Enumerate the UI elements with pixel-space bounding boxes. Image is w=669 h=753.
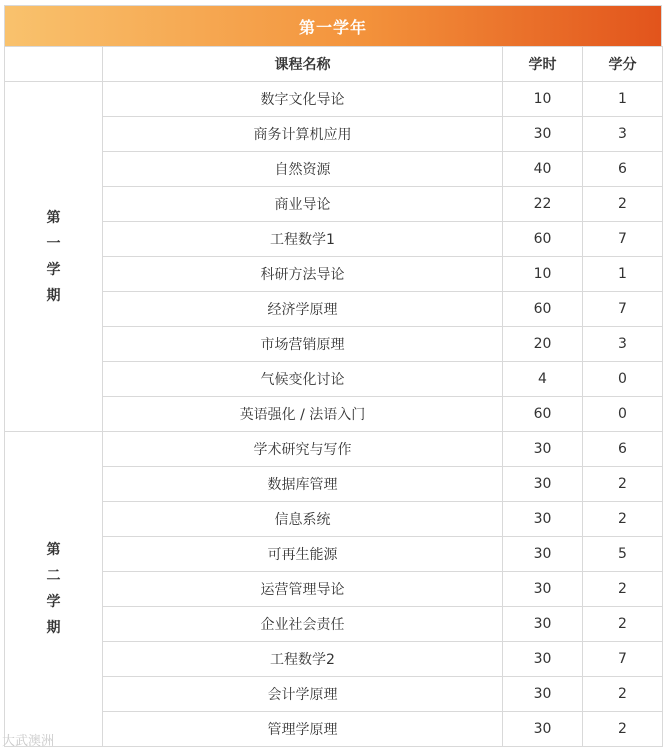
hours-cell: 30 (503, 712, 583, 747)
credits-cell: 5 (583, 537, 663, 572)
table-row (5, 712, 663, 747)
hours-cell: 30 (503, 117, 583, 152)
course-name-cell: 工程数学1 (103, 222, 503, 257)
course-name-cell: 气候变化讨论 (103, 362, 503, 397)
table-row (5, 677, 663, 712)
hours-cell: 30 (503, 432, 583, 467)
table-row (5, 327, 663, 362)
credits-cell: 1 (583, 257, 663, 292)
table-row (5, 257, 663, 292)
semester-label: 第二学期 (46, 542, 61, 636)
table-row (5, 362, 663, 397)
credits-cell: 6 (583, 432, 663, 467)
hours-cell: 30 (503, 607, 583, 642)
course-name-cell: 企业社会责任 (103, 607, 503, 642)
header-row (5, 47, 663, 82)
course-name-cell: 信息系统 (103, 502, 503, 537)
hours-cell: 22 (503, 187, 583, 222)
credits-cell: 2 (583, 502, 663, 537)
table-row (5, 222, 663, 257)
course-table-body (5, 82, 663, 747)
hours-cell: 60 (503, 292, 583, 327)
hours-cell: 40 (503, 152, 583, 187)
semester-label-cell (5, 82, 103, 432)
course-name-cell: 管理学原理 (103, 712, 503, 747)
table-row (5, 432, 663, 467)
year-title-banner: 第一学年 (4, 5, 662, 46)
credits-cell: 0 (583, 397, 663, 432)
credits-header: 学分 (583, 47, 663, 82)
hours-cell: 4 (503, 362, 583, 397)
table-row (5, 572, 663, 607)
course-name-cell: 科研方法导论 (103, 257, 503, 292)
hours-header: 学时 (503, 47, 583, 82)
credits-cell: 0 (583, 362, 663, 397)
table-row (5, 187, 663, 222)
table-row (5, 152, 663, 187)
course-name-cell: 运营管理导论 (103, 572, 503, 607)
credits-cell: 2 (583, 187, 663, 222)
hours-cell: 20 (503, 327, 583, 362)
hours-cell: 30 (503, 537, 583, 572)
credits-cell: 3 (583, 327, 663, 362)
hours-cell: 30 (503, 642, 583, 677)
hours-cell: 30 (503, 677, 583, 712)
table-row (5, 292, 663, 327)
semester-label-cell (5, 432, 103, 747)
credits-cell: 2 (583, 712, 663, 747)
course-name-cell: 可再生能源 (103, 537, 503, 572)
semester-header (5, 47, 103, 82)
course-name-cell: 英语强化 / 法语入门 (103, 397, 503, 432)
hours-cell: 10 (503, 82, 583, 117)
table-row (5, 607, 663, 642)
course-name-cell: 工程数学2 (103, 642, 503, 677)
table-row (5, 117, 663, 152)
course-name-cell: 商务计算机应用 (103, 117, 503, 152)
hours-cell: 10 (503, 257, 583, 292)
course-name-cell: 学术研究与写作 (103, 432, 503, 467)
hours-cell: 30 (503, 467, 583, 502)
credits-cell: 3 (583, 117, 663, 152)
table-row (5, 537, 663, 572)
course-name-header: 课程名称 (103, 47, 503, 82)
credits-cell: 2 (583, 607, 663, 642)
hours-cell: 60 (503, 397, 583, 432)
course-name-cell: 数据库管理 (103, 467, 503, 502)
course-name-cell: 商业导论 (103, 187, 503, 222)
watermark-logo: 大武澳洲 (2, 734, 55, 749)
course-name-cell: 市场营销原理 (103, 327, 503, 362)
table-row (5, 82, 663, 117)
table-row (5, 502, 663, 537)
credits-cell: 7 (583, 222, 663, 257)
table-row (5, 397, 663, 432)
table-row (5, 642, 663, 677)
course-name-cell: 自然资源 (103, 152, 503, 187)
course-name-cell: 经济学原理 (103, 292, 503, 327)
course-table (4, 46, 663, 747)
hours-cell: 30 (503, 572, 583, 607)
credits-cell: 7 (583, 292, 663, 327)
semester-label: 第一学期 (46, 209, 61, 304)
course-name-cell: 数字文化导论 (103, 82, 503, 117)
course-name-cell: 会计学原理 (103, 677, 503, 712)
credits-cell: 2 (583, 677, 663, 712)
table-row (5, 467, 663, 502)
credits-cell: 2 (583, 572, 663, 607)
hours-cell: 60 (503, 222, 583, 257)
course-table-sheet (4, 5, 662, 747)
credits-cell: 6 (583, 152, 663, 187)
credits-cell: 1 (583, 82, 663, 117)
credits-cell: 2 (583, 467, 663, 502)
credits-cell: 7 (583, 642, 663, 677)
hours-cell: 30 (503, 502, 583, 537)
